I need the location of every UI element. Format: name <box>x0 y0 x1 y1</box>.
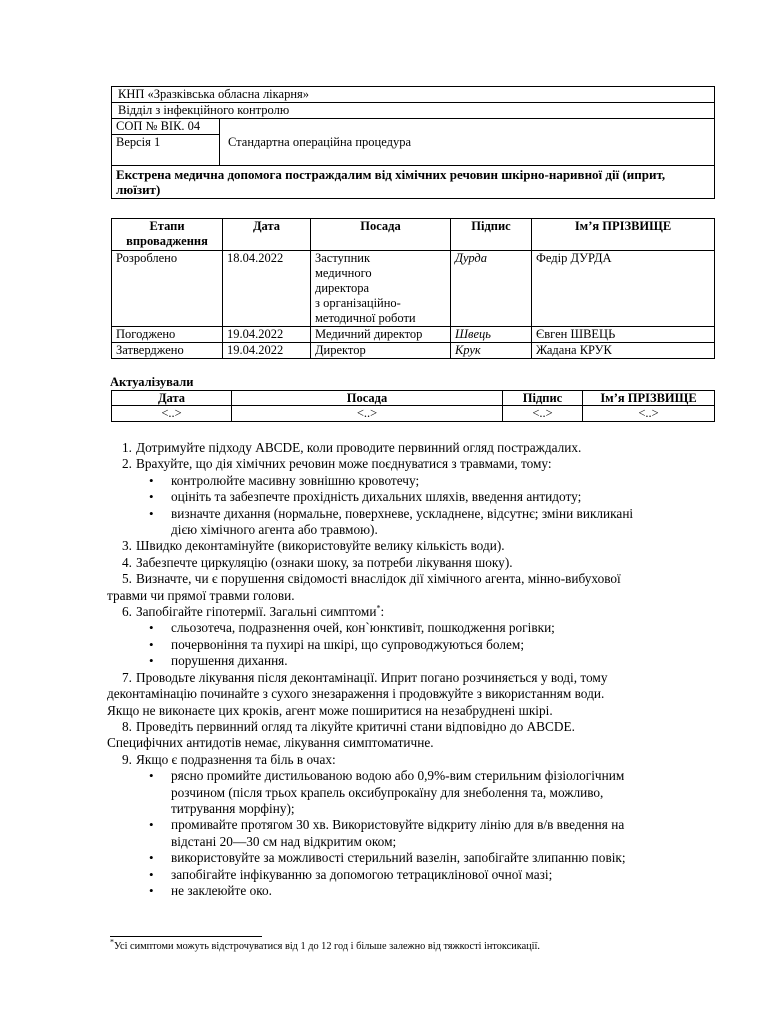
step-2: 2. Врахуйте, що дія хімічних речовин може поєднуватися з травмами, тому: <box>122 456 552 472</box>
col-position: Посада <box>232 391 503 406</box>
position-line: директора <box>315 281 370 295</box>
bullet-item: • промивайте протягом 30 хв. Використовуйте відкриту лінію для в/в введення на відстані 20—30 см над відкритим оком; <box>107 817 714 850</box>
position-line: з організаційно- <box>315 296 401 310</box>
header-row-dept <box>112 103 715 119</box>
col-signature: Підпис <box>503 391 583 406</box>
position <box>311 251 451 327</box>
col-date: Дата <box>223 219 311 251</box>
doc-type: Стандартна операційна процедура <box>220 119 715 166</box>
actualized-table <box>111 390 715 422</box>
position-line: Заступник <box>315 251 371 265</box>
approvals-header-row <box>112 219 715 251</box>
col-position: Посада <box>311 219 451 251</box>
date: 18.04.2022 <box>223 251 311 327</box>
placeholder-cell: <..> <box>503 406 583 422</box>
placeholder-cell: <..> <box>583 406 715 422</box>
footnote-mark: * <box>110 937 114 947</box>
position-line: методичної роботи <box>315 311 416 325</box>
footnote-separator <box>110 936 262 937</box>
footnote-ref: * <box>376 603 381 613</box>
header-row-title <box>112 166 715 199</box>
signature: Швець <box>451 327 532 343</box>
bullet-item: • почервоніння та пухирі на шкірі, що супроводжуються болем; <box>107 637 714 653</box>
step-7: 7. Проводьте лікування після деконтамінації. Иприт погано розчиняється у воді, тому деконтамінацію починайте з сухого знезараження і продовжуйте з використанням води. Якщо не виконаєте цих кроків, агент може поширитися на незабруднені шкірі. <box>107 669 608 718</box>
date: 19.04.2022 <box>223 343 311 359</box>
bullet-item: • сльозотеча, подразнення очей, кон`юнктивіт, пошкодження рогівки; <box>107 620 714 636</box>
table-row <box>112 406 715 422</box>
person-name: Євген ШВЕЦЬ <box>532 327 715 343</box>
col-signature: Підпис <box>451 219 532 251</box>
version: Версія 1 <box>112 135 220 166</box>
bullet-item: • використовуйте за можливості стерильний вазелін, запобігайте злипанню повік; <box>107 850 714 866</box>
col-name: Ім’я ПРІЗВИЩЕ <box>583 391 715 406</box>
step-3: 3. Швидко деконтамінуйте (використовуйте велику кількість води). <box>122 538 505 554</box>
step-4: 4. Забезпечте циркуляцію (ознаки шоку, за потреби лікування шоку). <box>122 554 513 570</box>
bullet-item: • не заклеюйте око. <box>107 883 714 899</box>
date: 19.04.2022 <box>223 327 311 343</box>
header-table <box>111 86 715 199</box>
step-9: 9. Якщо є подразнення та біль в очах: <box>122 751 336 767</box>
table-row <box>112 343 715 359</box>
actualized-header-row <box>112 391 715 406</box>
bullet-item: • рясно промийте дистильованою водою або 0,9%-вим стерильним фізіологічним розчином (після трьох крапель оксибупрокаїну для знеболення та, можливо, титрування морфіну); <box>107 768 714 817</box>
placeholder-cell: <..> <box>112 406 232 422</box>
step-1: 1. Дотримуйте підходу ABCDE, коли проводите первинний огляд постраждалих. <box>122 440 582 455</box>
person-name: Жадана КРУК <box>532 343 715 359</box>
bullet-item: • контролюйте масивну зовнішню кровотечу; <box>107 473 714 489</box>
org-name: КНП «Зразківська обласна лікарня» <box>112 87 715 103</box>
document-title: Екстрена медична допомога постраждалим від хімічних речовин шкірно-наривної дії (иприт, люїзит) <box>112 166 715 199</box>
approvals-table <box>111 218 715 359</box>
col-date: Дата <box>112 391 232 406</box>
position: Медичний директор <box>311 327 451 343</box>
step-8: 8. Проведіть первинний огляд та лікуйте критичні стани відповідно до ABCDE. Специфічних антидотів немає, лікування симптоматичне. <box>107 718 575 751</box>
position: Директор <box>311 343 451 359</box>
footnote-text: Усі симптоми можуть відстрочуватися від 1 до 12 год і більше залежно від тяжкості інтоксикації. <box>114 941 540 952</box>
step-6: 6. Запобігайте гіпотермії. Загальні симптоми*: <box>122 603 385 620</box>
stage: Затверджено <box>112 343 223 359</box>
table-row <box>112 327 715 343</box>
stage: Погоджено <box>112 327 223 343</box>
actualized-label: Актуалізували <box>110 375 194 389</box>
step-5: 5. Визначте, чи є порушення свідомості внаслідок дії хімічного агента, мінно-вибухової травми чи прямої травми голови. <box>107 571 621 603</box>
procedure-steps <box>107 440 714 899</box>
col-name: Ім’я ПРІЗВИЩЕ <box>532 219 715 251</box>
header-row-org <box>112 87 715 103</box>
footnote <box>110 937 540 953</box>
stage: Розроблено <box>112 251 223 327</box>
table-row <box>112 251 715 327</box>
department: Відділ з інфекційного контролю <box>112 103 715 119</box>
header-row-sop <box>112 119 715 135</box>
placeholder-cell: <..> <box>232 406 503 422</box>
person-name: Федір ДУРДА <box>532 251 715 327</box>
bullet-item: • визначте дихання (нормальне, поверхневе, ускладнене, відсутнє; зміни викликані дією хімічного агента або травмою). <box>107 506 714 539</box>
position-line: медичного <box>315 266 372 280</box>
signature: Дурда <box>451 251 532 327</box>
bullet-item: • запобігайте інфікуванню за допомогою тетрациклінової очної мазі; <box>107 867 714 883</box>
signature: Крук <box>451 343 532 359</box>
col-stage: Етапи впровадження <box>112 219 223 251</box>
sop-number: СОП № ВІК. 04 <box>112 119 220 135</box>
bullet-item: • порушення дихання. <box>107 653 714 669</box>
bullet-item: • оцініть та забезпечте прохідність дихальних шляхів, введення антидоту; <box>107 489 714 505</box>
